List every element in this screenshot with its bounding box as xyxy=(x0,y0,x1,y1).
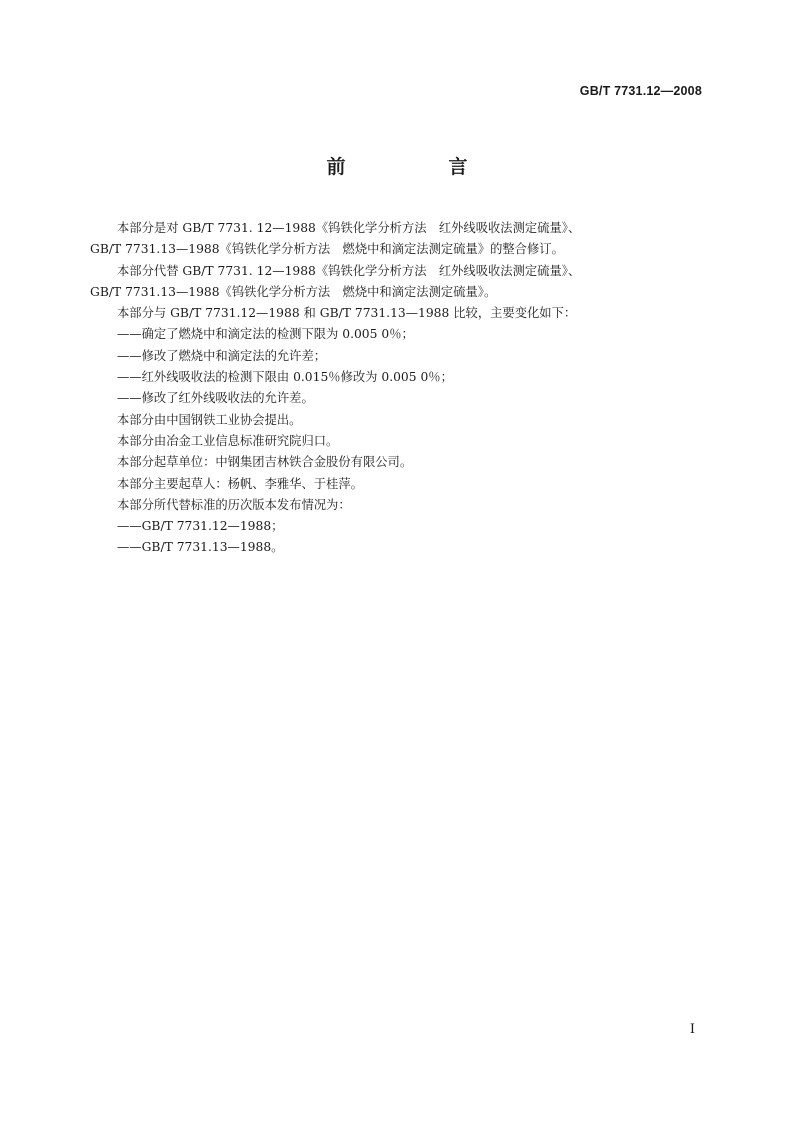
paragraph-line: GB/T 7731.13—1988《钨铁化学分析方法 燃烧中和滴定法测定硫量》。 xyxy=(90,284,497,299)
paragraph-line: 本部分与 GB/T 7731.12—1988 和 GB/T 7731.13—1988 比较，主要变化如下： xyxy=(117,306,577,321)
paragraph-line: 本部分由中国钢铁工业协会提出。 xyxy=(117,412,302,427)
paragraph-line: 本部分所代替标准的历次版本发布情况为： xyxy=(117,497,351,512)
list-item: ——确定了燃烧中和滴定法的检测下限为 0.005 0％； xyxy=(117,327,414,342)
paragraph-line: 本部分起草单位：中钢集团吉林铁合金股份有限公司。 xyxy=(117,455,413,470)
list-item: ——GB/T 7731.13—1988。 xyxy=(117,540,284,555)
list-item: ——修改了燃烧中和滴定法的允许差； xyxy=(117,348,327,363)
list-item: ——修改了红外线吸收法的允许差。 xyxy=(117,391,314,406)
list-item: ——GB/T 7731.12—1988； xyxy=(117,519,284,534)
paragraph-line: 本部分代替 GB/T 7731. 12—1988《钨铁化学分析方法 红外线吸收法测定硫量》、 xyxy=(117,263,581,278)
paragraph-line: 本部分是对 GB/T 7731. 12—1988《钨铁化学分析方法 红外线吸收法测定硫量》、 xyxy=(117,221,581,235)
paragraph-line: GB/T 7731.13—1988《钨铁化学分析方法 燃烧中和滴定法测定硫量》的整合修订。 xyxy=(90,242,564,257)
page-title: 前 言 xyxy=(326,156,510,178)
list-item: ——红外线吸收法的检测下限由 0.015％修改为 0.005 0％； xyxy=(117,370,453,385)
standard-code: GB/T 7731.12—2008 xyxy=(579,84,702,98)
preface-body xyxy=(90,218,708,559)
paragraph-line: 本部分主要起草人：杨帆、李雅华、于桂萍。 xyxy=(117,476,363,491)
paragraph-line: 本部分由冶金工业信息标准研究院归口。 xyxy=(117,433,339,448)
page-number: I xyxy=(689,1022,695,1037)
